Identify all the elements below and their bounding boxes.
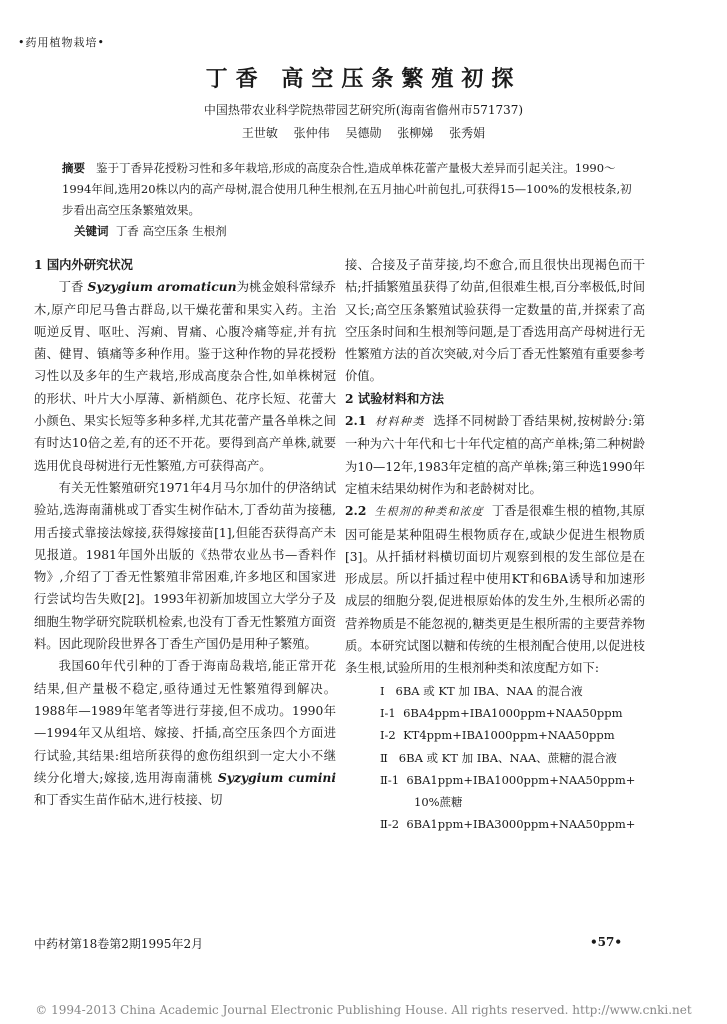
keywords-label: 关键词 xyxy=(74,224,109,238)
formula-text: 6BA 或 KT 加 IBA、NAA 的混合液 xyxy=(395,683,583,698)
paragraph-3 xyxy=(34,655,336,811)
formula-line xyxy=(345,769,645,791)
copyright-notice: © 1994-2013 China Academic Journal Electronic Publishing House. All rights reserved. http://www.cnki.net xyxy=(35,1003,692,1017)
formula-number: Ⅰ xyxy=(380,683,385,698)
page-number: •57• xyxy=(590,935,623,949)
formula-number: Ⅱ-1 xyxy=(380,772,400,787)
abstract-label: 摘要 xyxy=(62,161,85,175)
section-heading-2: 2 试验材料和方法 xyxy=(345,390,444,406)
keywords-text: 丁香 高空压条 生根剂 xyxy=(115,224,227,238)
formula-line xyxy=(345,702,645,724)
formula-line xyxy=(345,724,645,746)
formula-number: Ⅱ xyxy=(380,750,388,765)
subsection-2-1-number: 2.1 xyxy=(345,413,367,429)
formula-number: Ⅰ-2 xyxy=(380,728,396,743)
formula-text: 10%蔗糖 xyxy=(414,795,463,810)
paragraph-2: 有关无性繁殖研究1971年4月马尔加什的伊洛纳试验站,选海南蒲桃或丁香实生树作砧木,丁香幼苗为接穗,用舌接式靠接法嫁接,获得嫁接苗[1],但能否获得高产未见报道。1981年国外出版的《热带农业丛书—香料作物》,介绍了丁香无性繁殖非常困难,许多地区和国家进行尝试均告失败[2]。1993年初新加坡国立大学分子及细胞生物学研究院联机检索,也没有丁香无性繁殖方面资料。因此现阶段世界各丁香生产国仍是用种子繁殖。 xyxy=(34,480,336,652)
section-heading-1: 1 国内外研究状况 xyxy=(34,257,133,272)
keywords xyxy=(62,221,642,242)
formula-line xyxy=(345,747,645,769)
formula-text: 6BA 或 KT 加 IBA、NAA、蔗糖的混合液 xyxy=(398,750,617,765)
article-title: 丁香 高空压条繁殖初探 xyxy=(205,66,522,92)
subsection-2-2-text: 丁香是很难生根的植物,其原因可能是某种阻碍生根物质存在,或缺少促进生根物质[3]。从扦插材料横切面切片观察到根的发生部位是在形成层。所以扦插过程中使用KT和6BA诱导和加速形成层的细胞分裂,促进根原始体的发生外,生根所必需的营养物质是不能忽视的,糖类更是生根所需的主要营养物质。本研究试图以糖和传统的生根剂配合使用,以促进枝条生根,试验所用的生根剂种类和浓度配方如下: xyxy=(345,504,646,676)
formula-number: Ⅰ-1 xyxy=(380,705,396,720)
paragraph-3-text-b: 和丁香实生苗作砧木,进行枝接、切 xyxy=(34,793,223,808)
journal-citation: 中药材第18卷第2期1995年2月 xyxy=(34,937,204,951)
formula-text: 6BA1ppm+IBA3000ppm+NAA50ppm+ xyxy=(406,817,636,832)
paragraph-3-continued: 接、合接及子苗芽接,均不愈合,而且很快出现褐色而干枯;扦插繁殖虽获得了幼苗,但很难生根,百分率极低,时间又长;高空压条繁殖试验获得一定数量的苗,并探索了高空压条时间和生根剂等问题,是丁香选用高产母树进行无性繁殖方法的首次突破,对今后丁香无性繁殖有重要参考价值。 xyxy=(345,258,645,384)
subsection-2-2-label: 生根剂的种类和浓度 xyxy=(374,505,484,519)
left-column xyxy=(34,254,336,811)
subsection-2-2-number: 2.2 xyxy=(345,503,367,519)
formula-number: Ⅱ-2 xyxy=(380,817,400,832)
abstract-block xyxy=(62,158,642,242)
species-name-2: Syzygium cumini xyxy=(217,769,336,785)
abstract-text: 鉴于丁香异花授粉习性和多年栽培,形成的高度杂合性,造成单株花蕾产量极大差异而引起关注。1990～1994年间,选用20株以内的高产母树,混合使用几种生根剂,在五月抽心叶前包扎,可获得15—100%的发根枝条,初步看出高空压条繁殖效果。 xyxy=(62,161,632,217)
paragraph-1-text: 为桃金娘科常绿乔木,原产印尼马鲁古群岛,以干燥花蕾和果实入药。主治呃逆反胃、呕吐、泻痢、胃痛、心腹冷痛等症,并有抗菌、健胃、镇痛等多种作用。鉴于这种作物的异花授粉习性以及多年的生产栽培,形成高度杂合性,如单株树冠的形状、叶片大小厚薄、新梢颜色、花序长短、花蕾大小颜色、果实长短等多种多样,尤其花蕾产量各单株之间有时达10倍之差,有的还不开花。要得到高产单株,就要选用优良母树进行无性繁殖,方可获得高产。 xyxy=(34,280,336,473)
authors: 王世敏 张仲伟 吴德勋 张柳娣 张秀娟 xyxy=(241,126,486,140)
formula-text: 6BA4ppm+IBA1000ppm+NAA50ppm xyxy=(403,705,623,720)
subsection-2-2 xyxy=(345,500,645,679)
formula-line-continued xyxy=(345,791,645,813)
abstract xyxy=(62,158,642,221)
paragraph-3-text-a: 我国60年代引种的丁香于海南岛栽培,能正常开花结果,但产量极不稳定,亟待通过无性繁殖得到解决。1988年—1989年笔者等进行芽接,但不成功。1990年—1994年又从组培、嫁接、扦插,高空压条四个方面进行试验,其结果:组培所获得的愈伤组织到一定大小不继续分化增大;嫁接,选用海南蒲桃 xyxy=(34,659,336,785)
formula-line xyxy=(345,813,645,835)
subsection-2-1-label: 材料种类 xyxy=(375,415,425,429)
formula-text: 6BA1ppm+IBA1000ppm+NAA50ppm+ xyxy=(406,772,636,787)
formula-text: KT4ppm+IBA1000ppm+NAA50ppm xyxy=(403,728,615,743)
subsection-2-1-text: 选择不同树龄丁香结果树,按树龄分:第一种为六十年代和七十年代定植的高产单株;第二种树龄为10—12年,1983年定植的高产单株;第三种选1990年定植未结果幼树作为和老龄树对比。 xyxy=(345,414,646,496)
subsection-2-1 xyxy=(345,410,645,500)
section-tag: •药用植物栽培• xyxy=(18,36,105,49)
right-column xyxy=(345,254,645,836)
species-name: Syzygium aromaticun xyxy=(87,279,237,295)
formula-line xyxy=(345,680,645,702)
affiliation: 中国热带农业科学院热带园艺研究所(海南省儋州市571737) xyxy=(203,103,524,117)
paragraph-1: 丁香 Syzygium aromaticun为桃金娘科常绿乔木,原产印尼马鲁古群岛,以干燥花蕾和果实入药。主治呃逆反胃、呕吐、泻痢、胃痛、心腹冷痛等症,并有抗菌、健胃、镇痛等多种作用。鉴于这种作物的异花授粉习性以及多年的生产栽培,形成高度杂合性,如单株树冠的形状、叶片大小厚薄、新梢颜色、花序长短、花蕾大小颜色、果实长短等多种多样,尤其花蕾产量各单株之间有时达10倍之差,有的还不开花。要得到高产单株,就要选用优良母树进行无性繁殖,方可获得高产。 xyxy=(34,279,336,473)
